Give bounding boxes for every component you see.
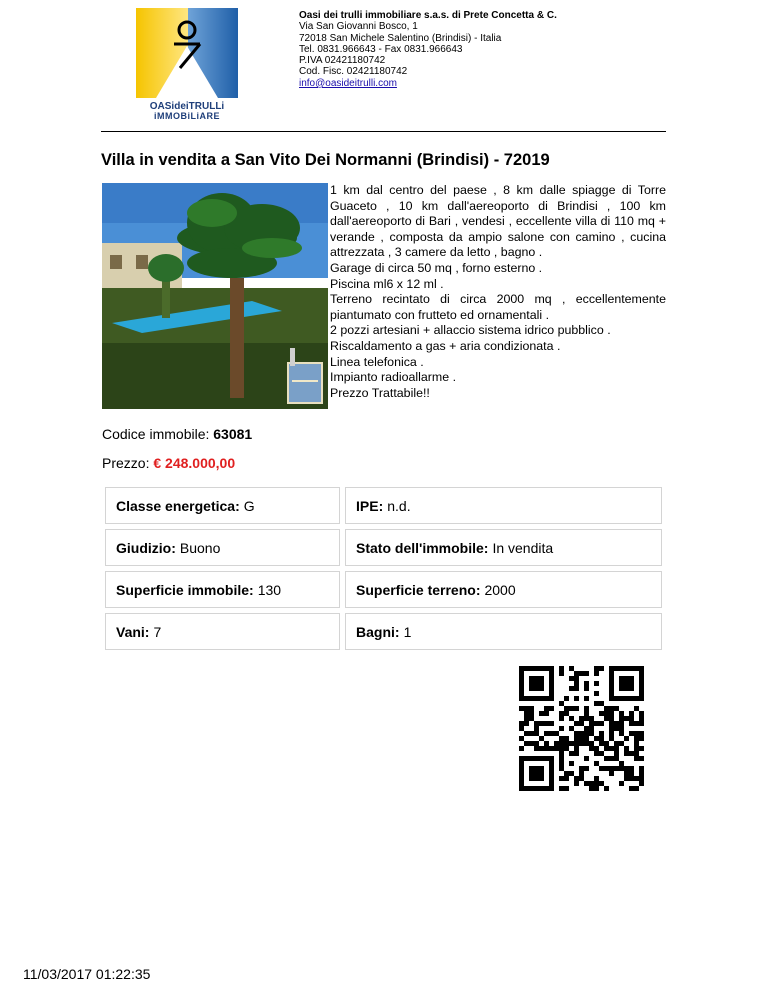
price-value: € 248.000,00	[153, 455, 236, 471]
property-code-value: 63081	[213, 426, 253, 442]
detail-label: Superficie immobile:	[116, 581, 254, 598]
detail-label: Stato dell'immobile:	[356, 539, 489, 556]
detail-cell-condition	[105, 529, 340, 566]
detail-label: Classe energetica:	[116, 497, 240, 514]
description-paragraph: Terreno recintato di circa 2000 mq , eccellentemente piantumato con frutteto ed ornamentali .	[330, 292, 666, 322]
company-address-line1: Via San Giovanni Bosco, 1	[299, 21, 418, 33]
company-name: Oasi dei trulli immobiliare s.a.s. di Prete Concetta & C.	[299, 10, 557, 21]
detail-value: G	[243, 497, 255, 514]
detail-value: 1	[403, 623, 412, 640]
detail-cell-status	[345, 529, 662, 566]
property-photo[interactable]	[102, 183, 328, 409]
detail-cell-rooms	[105, 613, 340, 650]
price-label: Prezzo:	[102, 455, 150, 471]
description-paragraph: Riscaldamento a gas + aria condizionata .	[330, 338, 561, 353]
description-paragraph: 2 pozzi artesiani + allaccio sistema idrico pubblico .	[330, 323, 611, 338]
listing-description	[330, 183, 666, 401]
detail-cell-energy-class	[105, 487, 340, 524]
description-paragraph: Garage di circa 50 mq , forno esterno .	[330, 260, 543, 275]
listing-title: Villa in vendita a San Vito Dei Normanni (Brindisi) - 72019	[101, 151, 550, 169]
price	[102, 455, 235, 471]
detail-value: n.d.	[387, 497, 411, 514]
description-paragraph: Impianto radioallarme .	[330, 370, 457, 385]
svg-text:OASideiTRULLi: OASideiTRULLi	[149, 101, 225, 112]
company-email-link[interactable]: info@oasideitrulli.com	[299, 77, 397, 89]
details-table	[105, 487, 662, 650]
description-paragraph: Prezzo Trattabile!!	[330, 385, 430, 400]
description-paragraph: 1 km dal centro del paese , 8 km dalle spiagge di Torre Guaceto , 10 km dall'aereoporto di Brindisi , 100 km dall'aereoporto di Bari , vendesi , eccellente villa di 110 mq + verande , composta da ampio salone con camino , cucina attrezzata , 3 camere da letto , bagno .	[330, 183, 666, 260]
detail-label: Superficie terreno:	[356, 581, 481, 598]
print-timestamp: 11/03/2017 01:22:35	[23, 966, 151, 982]
company-phone: Tel. 0831.966643 - Fax 0831.966643	[299, 43, 463, 55]
detail-label: IPE:	[356, 497, 384, 514]
detail-cell-building-area	[105, 571, 340, 608]
company-info	[299, 10, 557, 89]
detail-value: In vendita	[492, 539, 554, 556]
header-divider	[101, 131, 666, 132]
detail-cell-land-area	[345, 571, 662, 608]
qr-code[interactable]	[519, 666, 644, 791]
property-code-label: Codice immobile:	[102, 426, 210, 442]
detail-cell-bathrooms	[345, 613, 662, 650]
detail-value: 130	[257, 581, 282, 598]
property-code	[102, 426, 252, 442]
detail-label: Giudizio:	[116, 539, 176, 556]
company-fiscal-code: Cod. Fisc. 02421180742	[299, 66, 408, 78]
detail-value: 2000	[484, 581, 516, 598]
company-piva: P.IVA 02421180742	[299, 55, 386, 67]
detail-label: Vani:	[116, 623, 150, 640]
company-address-line2: 72018 San Michele Salentino (Brindisi) - Italia	[299, 32, 502, 44]
description-paragraph: Linea telefonica .	[330, 354, 424, 369]
description-paragraph: Piscina ml6 x 12 ml .	[330, 276, 444, 291]
detail-value: Buono	[179, 539, 221, 556]
svg-text:iMMOBiLiARE: iMMOBiLiARE	[154, 111, 220, 121]
detail-value: 7	[153, 623, 162, 640]
detail-cell-ipe	[345, 487, 662, 524]
company-logo[interactable]	[136, 8, 238, 121]
detail-label: Bagni:	[356, 623, 400, 640]
